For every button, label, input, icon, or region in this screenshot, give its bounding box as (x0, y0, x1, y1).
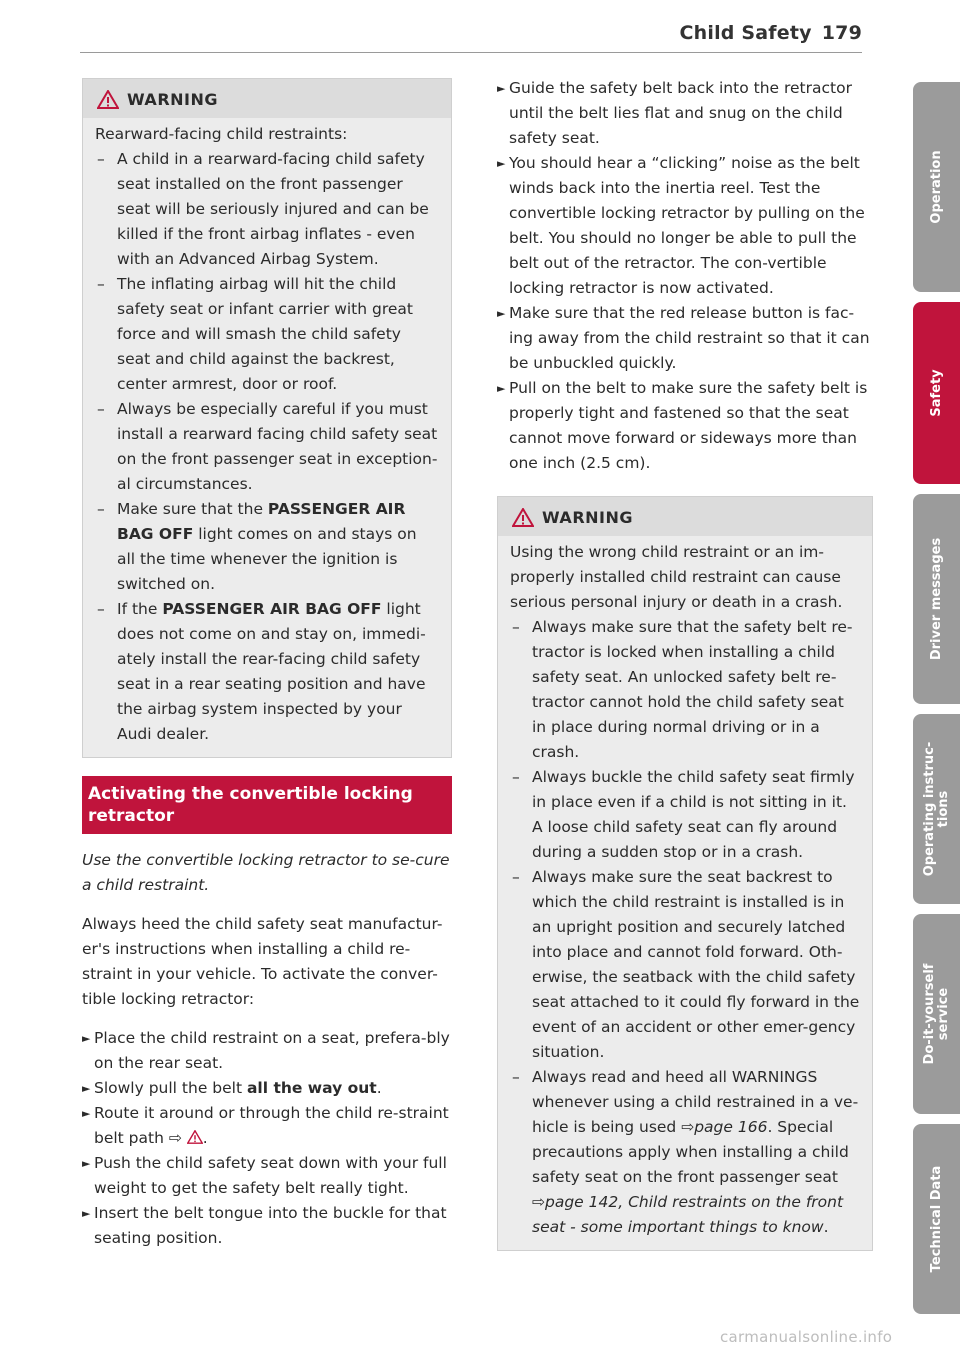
tab-driver-messages[interactable]: Driver messages (913, 494, 960, 704)
step-item: ► Insert the belt tongue into the buckle for that seating position. (82, 1204, 447, 1247)
tab-technical-data[interactable]: Technical Data (913, 1124, 960, 1314)
warning-triangle-icon (512, 508, 534, 527)
header-section-title: Child Safety (679, 22, 812, 44)
step-item: ► You should hear a “clicking” noise as the belt winds back into the inertia reel. Test the convertible locking retractor by pulling on the belt. You should no longer be able to pull the belt out of the retractor. The con-vertible locking retractor is now activated. (497, 154, 865, 297)
left-column (82, 78, 452, 1251)
tab-safety[interactable]: Safety (913, 302, 960, 484)
running-header (679, 22, 862, 44)
section-intro: Use the convertible locking retractor to se-cure a child restraint. (82, 851, 450, 894)
right-column (497, 76, 873, 1251)
warning-ref-icon[interactable] (187, 1130, 203, 1144)
warning-body (498, 536, 872, 1250)
warning-item: – Always make sure the seat backrest to which the child restraint is installed is in an upright position and securely latched into place and cannot fold forward. Oth-erwise, the seatback with the child safety seat attached to it could fly forward in the event of an accident or other emer-gency situation. (512, 868, 860, 1061)
warning-label: WARNING (542, 508, 633, 527)
watermark: carmanualsonline.info (720, 1328, 893, 1346)
tab-operating-instructions[interactable]: Operating instruc- tions (913, 714, 960, 904)
warning-item: – Make sure that the PASSENGER AIR BAG OFF light comes on and stays on all the time whenever the ignition is switched on. (97, 500, 417, 593)
step-item: ► Guide the safety belt back into the retractor until the belt lies flat and snug on the child safety seat. (497, 79, 852, 147)
warning-box-left (82, 78, 452, 758)
page-ref-link[interactable]: page 142, Child restraints on the front seat - some important things to know (532, 1193, 844, 1236)
page-number: 179 (821, 22, 862, 44)
page-ref-link[interactable]: page 166 (694, 1118, 768, 1136)
step-list (82, 1026, 452, 1251)
warning-triangle-icon (97, 90, 119, 109)
warning-header (83, 79, 451, 118)
tab-do-it-yourself-service[interactable]: Do-it-yourself service (913, 914, 960, 1114)
warning-item: – The inflating airbag will hit the child safety seat or infant carrier with great force and will smash the child safety seat and child against the backrest, center armrest, door or roof. (97, 275, 413, 393)
step-item: ► Slowly pull the belt all the way out. (82, 1079, 382, 1097)
warning-intro: Rearward-facing child restraints: (95, 125, 348, 143)
warning-box-right (497, 496, 873, 1251)
step-item: ► Route it around or through the child re-straint belt path ⇨ . (82, 1104, 449, 1147)
header-rule (80, 52, 862, 53)
step-item: ► Push the child safety seat down with your full weight to get the safety belt really tight. (82, 1154, 447, 1197)
warning-body (83, 118, 451, 757)
warning-header (498, 497, 872, 536)
section-heading: Activating the convertible locking retractor (82, 776, 452, 834)
step-item: ► Make sure that the red release button is fac-ing away from the child restraint so that it can be unbuckled quickly. (497, 304, 870, 372)
warning-label: WARNING (127, 90, 218, 109)
warning-item: – A child in a rearward-facing child safety seat installed on the front passenger seat will be seriously injured and can be killed if the front airbag inflates - even with an Advanced Airbag System. (97, 150, 429, 268)
tab-operation[interactable]: Operation (913, 82, 960, 292)
step-item: ► Pull on the belt to make sure the safety belt is properly tight and fastened so that the seat cannot move forward or sideways more than one inch (2.5 cm). (497, 379, 868, 472)
warning-item: – Always read and heed all WARNINGS whenever using a child restrained in a ve-hicle is being used ⇨page 166. Special precautions apply when installing a child safety seat on the front passenger seat ⇨page 142, Child restraints on the front seat - some important things to know. (512, 1068, 859, 1236)
step-list-continued (497, 76, 873, 476)
warning-item: – Always be especially careful if you must install a rearward facing child safety seat on the front passenger seat in exception-al circumstances. (97, 400, 438, 493)
warning-item: – Always make sure that the safety belt re-tractor is locked when installing a child safety seat. An unlocked safety belt re-tractor cannot hold the child safety seat in place during normal driving or in a crash. (512, 618, 853, 761)
warning-item: – If the PASSENGER AIR BAG OFF light does not come on and stay on, immedi-ately install the rear-facing child safety seat in a rear seating position and have the airbag system inspected by your Audi dealer. (97, 600, 426, 743)
warning-intro: Using the wrong child restraint or an im-properly installed child restraint can cause serious personal injury or death in a crash. (510, 543, 843, 611)
warning-item: – Always buckle the child safety seat firmly in place even if a child is not sitting in it. A loose child safety seat can fly around during a sudden stop or in a crash. (512, 768, 855, 861)
section-paragraph: Always heed the child safety seat manufactur-er's instructions when installing a child re-straint in your vehicle. To activate the conver-tible locking retractor: (82, 915, 443, 1008)
step-item: ► Place the child restraint on a seat, prefera-bly on the rear seat. (82, 1029, 450, 1072)
